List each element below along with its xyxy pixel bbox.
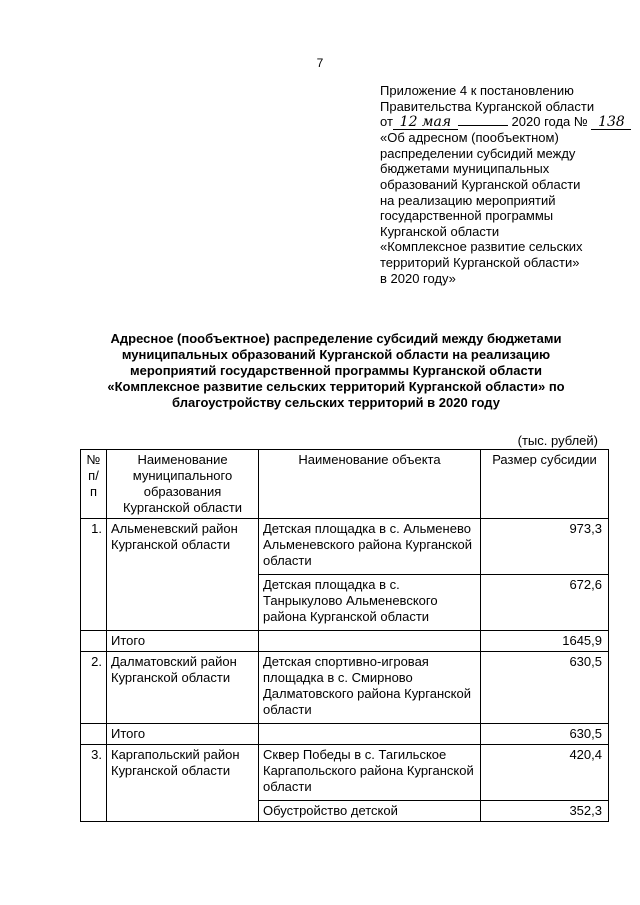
table-row — [81, 519, 609, 575]
annex-line-4: распределении субсидий между — [380, 145, 576, 161]
title-line-4: «Комплексное развитие сельских территорий Курганской области» по — [107, 379, 565, 394]
header-municipality: Наименование муниципального образования Курганской области — [107, 450, 259, 519]
header-no: № п/п — [81, 450, 107, 519]
title-line-3: мероприятий государственной программы Курганской области — [129, 363, 543, 378]
row-amount: 352,3 — [481, 801, 609, 822]
row-no — [81, 724, 107, 745]
row-amount: 1645,9 — [481, 631, 609, 652]
row-no: 3. — [81, 745, 107, 801]
row-amount: 973,3 — [481, 519, 609, 575]
table-row-total — [81, 631, 609, 652]
annex-header — [380, 83, 630, 286]
row-amount: 630,5 — [481, 652, 609, 724]
row-no — [81, 631, 107, 652]
row-amount: 672,6 — [481, 575, 609, 631]
row-total-label: Итого — [107, 724, 259, 745]
row-no — [81, 575, 107, 631]
document-title — [86, 331, 586, 411]
annex-date-line — [380, 114, 630, 130]
row-municipality: Каргапольский район Курганской области — [107, 745, 259, 801]
date-blank-line — [458, 114, 508, 126]
row-object: Детская площадка в с. Танрыкулово Альменевского района Курганской области — [259, 575, 481, 631]
annex-line-11: территорий Курганской области» — [380, 254, 580, 270]
annex-line-7: на реализацию мероприятий — [380, 192, 556, 208]
annex-line-5: бюджетами муниципальных — [380, 161, 550, 177]
row-amount: 420,4 — [481, 745, 609, 801]
table-row — [81, 745, 609, 801]
header-object: Наименование объекта — [259, 450, 481, 519]
annex-from: от — [380, 114, 393, 130]
row-no: 1. — [81, 519, 107, 575]
annex-year: 2020 года № — [511, 114, 588, 130]
table-row-total — [81, 724, 609, 745]
annex-line-1: Приложение 4 к постановлению — [380, 83, 574, 98]
title-line-1: Адресное (пообъектное) распределение субсидий между бюджетами — [110, 331, 562, 346]
annex-line-10: «Комплексное развитие сельских — [380, 239, 583, 255]
handwritten-number: 138 — [591, 116, 631, 130]
row-municipality — [107, 575, 259, 631]
annex-line-3: «Об адресном (пообъектном) — [380, 130, 559, 146]
header-amount: Размер субсидии — [481, 450, 609, 519]
row-municipality: Альменевский район Курганской области — [107, 519, 259, 575]
page-number: 7 — [316, 56, 324, 70]
table-row — [81, 652, 609, 724]
table-header-row — [81, 450, 609, 519]
annex-line-9: Курганской области — [380, 223, 500, 239]
table-row — [81, 801, 609, 822]
row-object — [259, 631, 481, 652]
row-amount: 630,5 — [481, 724, 609, 745]
subsidy-table — [80, 449, 609, 822]
annex-line-6: образований Курганской области — [380, 176, 581, 192]
title-line-2: муниципальных образований Курганской области на реализацию — [121, 347, 551, 362]
annex-line-8: государственной программы — [380, 208, 554, 224]
row-no — [81, 801, 107, 822]
handwritten-date: 12 мая — [393, 116, 458, 130]
row-municipality — [107, 801, 259, 822]
row-object: Детская площадка в с. Альменево Альменевского района Курганской области — [259, 519, 481, 575]
row-object: Детская спортивно-игровая площадка в с. Смирново Далматовского района Курганской области — [259, 652, 481, 724]
table-row — [81, 575, 609, 631]
row-object — [259, 724, 481, 745]
row-no: 2. — [81, 652, 107, 724]
annex-line-12: в 2020 году» — [380, 270, 456, 286]
row-object: Обустройство детской — [259, 801, 481, 822]
annex-line-2: Правительства Курганской области — [380, 98, 595, 114]
row-municipality: Далматовский район Курганской области — [107, 652, 259, 724]
row-total-label: Итого — [107, 631, 259, 652]
title-line-5: благоустройству сельских территорий в 2020 году — [172, 395, 500, 410]
units-label: (тыс. рублей) — [517, 433, 598, 448]
row-object: Сквер Победы в с. Тагильское Каргапольского района Курганской области — [259, 745, 481, 801]
